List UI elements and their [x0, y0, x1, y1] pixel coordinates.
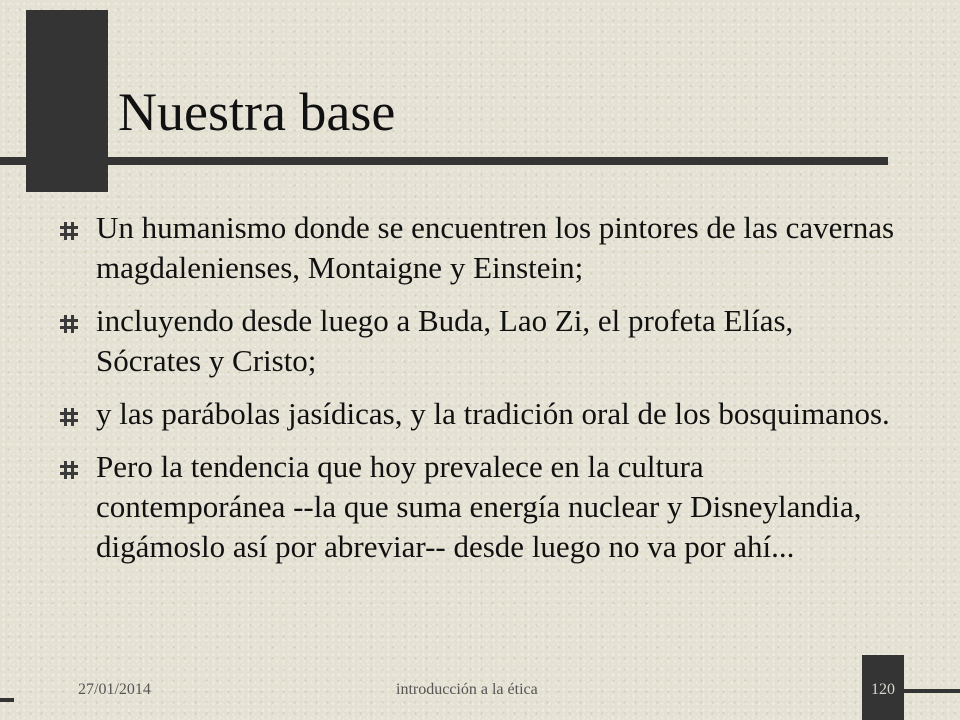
bullet-text: y las parábolas jasídicas, y la tradición oral de los bosquimanos. — [96, 396, 890, 431]
hash-bullet-icon — [60, 461, 78, 479]
footer-rule-left — [0, 698, 14, 702]
bullet-text: incluyendo desde luego a Buda, Lao Zi, el profeta Elías, Sócrates y Cristo; — [96, 303, 794, 378]
title-rule — [0, 157, 888, 165]
footer-title: introducción a la ética — [396, 681, 538, 698]
page-number: 120 — [871, 681, 895, 698]
hash-bullet-icon — [60, 222, 78, 240]
page-number-box — [862, 655, 904, 720]
bullet-item — [56, 447, 896, 567]
bullet-list — [56, 208, 896, 580]
bullet-text: Pero la tendencia que hoy prevalece en la cultura contemporánea --la que suma energía nuclear y Disneylandia, digámoslo así por abreviar-- desde luego no va por ahí... — [96, 449, 862, 564]
bullet-item — [56, 301, 896, 381]
bullet-text: Un humanismo donde se encuentren los pintores de las cavernas magdalenienses, Montaigne y Einstein; — [96, 210, 895, 285]
bullet-item — [56, 208, 896, 288]
hash-bullet-icon — [60, 408, 78, 426]
bullet-item — [56, 394, 896, 434]
hash-bullet-icon — [60, 315, 78, 333]
footer-rule-right — [902, 689, 960, 693]
footer-date: 27/01/2014 — [78, 681, 151, 698]
slide-title: Nuestra base — [118, 82, 396, 142]
